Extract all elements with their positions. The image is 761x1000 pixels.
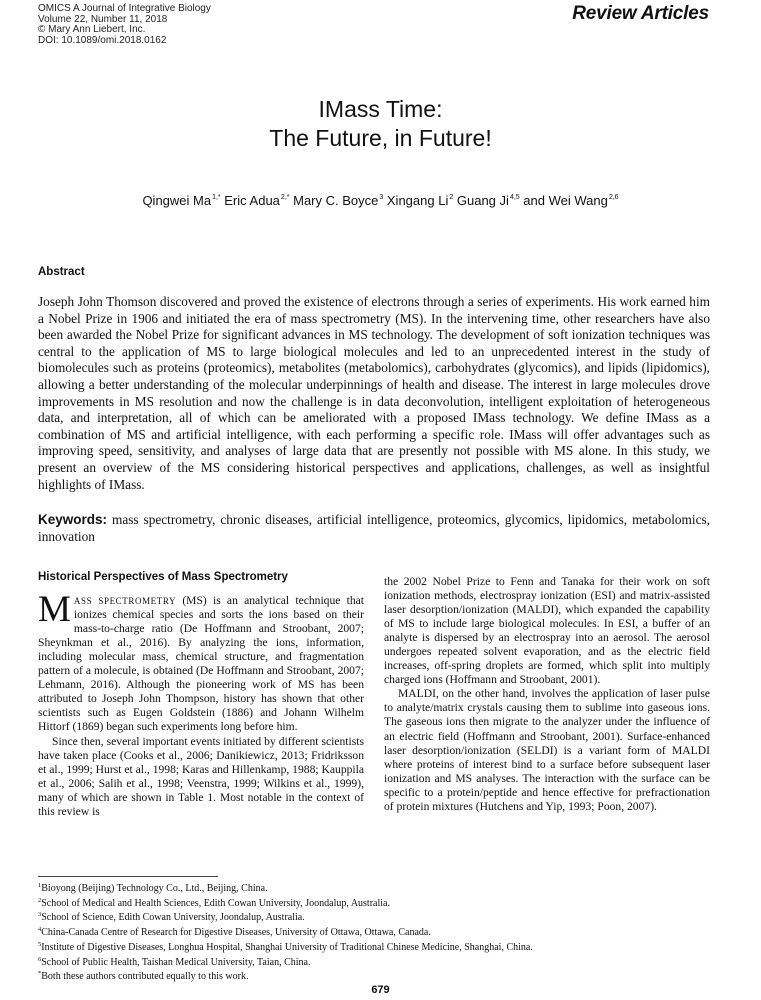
author-name: Guang Ji	[456, 193, 509, 208]
author	[387, 193, 453, 208]
author-affiliation-mark: 2,*	[280, 194, 290, 201]
affiliations-footnotes	[38, 880, 533, 983]
footnote-text: School of Medical and Health Sciences, Edith Cowan University, Joondalup, Australia.	[41, 897, 390, 909]
author-affiliation-mark: 2	[449, 194, 454, 201]
journal-doi: DOI: 10.1089/omi.2018.0162	[38, 34, 167, 46]
footnote	[38, 954, 533, 969]
author	[549, 193, 619, 208]
footnote	[38, 909, 533, 924]
footnote	[38, 895, 533, 910]
footnote	[38, 968, 533, 983]
paragraph-1-text: (MS) is an analytical technique that ionizes chemical species and sorts the ions based on their mass-to-charge ratio (De Hoffmann and Stroobant, 2007; Sheynkman et al., 2016). By analyzing the ions, information, including molecular mass, chemical structure, and fragmentation pattern of a molecule, is obtained (De Hoffmann and Stroobant, 2007; Lehmann, 2016). Although the pioneering work of MS has been attributed to Joseph John Thompson, history has shown that other scientists such as Eugen Goldstein (1886) and Johann Wilhelm Hittorf (1869) began such experiments long before him.	[38, 594, 365, 734]
author-name: Qingwei Ma	[142, 193, 212, 208]
drop-cap: M	[38, 589, 71, 631]
page-number: 679	[371, 984, 390, 996]
author-name: Mary C. Boyce	[293, 193, 379, 208]
paragraph-3: the 2002 Nobel Prize to Fenn and Tanaka for their work on soft ionization methods, electrospray ionization (ESI) and matrix-assisted laser desorption/ionization (MALDI), which expanded the capability of MS to include large biological molecules. In ESI, a buffer of an analyte is dispersed by an electrospray into an aerosol. The aerosol undergoes repeated solvent evaporation, and as the electric field increases, off-spring droplets are formed, which split into multiply charged ions (Hoffmann and Stroobant, 2001).	[384, 575, 710, 687]
section-label: Review Articles	[572, 3, 709, 24]
title-line-2: The Future, in Future!	[269, 125, 492, 151]
footnote-mark: 3	[38, 911, 42, 919]
footnote-text: China-Canada Centre of Research for Digestive Diseases, University of Ottawa, Ottawa, Canada.	[41, 927, 431, 939]
keywords	[38, 512, 710, 545]
author	[224, 193, 289, 208]
author-name: Eric Adua	[224, 193, 280, 208]
journal-name: OMICS A Journal of Integrative Biology	[38, 3, 211, 14]
footnote-mark: 5	[38, 940, 42, 948]
footnote	[38, 880, 533, 895]
author-name: Xingang Li	[386, 193, 449, 208]
journal-copyright: © Mary Ann Liebert, Inc.	[38, 24, 146, 35]
paragraph-4: MALDI, on the other hand, involves the application of laser pulse to analyte/matrix crystals causing them to sublime into gaseous ions. The gaseous ions then migrate to the analyzer under the influence of an electric field (Hoffmann and Stroobant, 2001). Surface-enhanced laser desorption/ionization (SELDI) is a variant form of MALDI where proteins of interest bind to a surface before subsequent laser ionization and MS analyses. The interaction with the surface can be specific to a protein/peptide and hence effective for prefractionation of protein mixtures (Hutchens and Yip, 1993; Poon, 2007).	[384, 687, 710, 813]
title-line-1: IMass Time:	[318, 96, 443, 122]
author	[142, 193, 220, 208]
footnote-text: Both these authors contributed equally to this work.	[41, 971, 249, 983]
footnote-mark: 1	[38, 882, 42, 889]
paragraph-1	[38, 589, 365, 734]
author-affiliation-mark: 3	[379, 194, 384, 201]
footnote	[38, 939, 533, 954]
footnote-text: School of Public Health, Taishan Medical University, Taian, China.	[41, 956, 311, 968]
paragraph-2: Since then, several important events initiated by different scientists have taken place (Cooks et al., 2006; Danikiewicz, 2013; Fridriksson et al., 1999; Hurst et al., 1998; Karas and Hillenkamp, 1988; Kauppila et al., 2006; Salih et al., 1998; Veenstra, 1999; Wilkins et al., 1999), many of which are shown in Table 1. Most notable in the context of this review is	[38, 734, 364, 818]
author-name: Wei Wang	[548, 193, 608, 208]
author	[457, 193, 520, 208]
keywords-text: mass spectrometry, chronic diseases, artificial intelligence, proteomics, glycomics, lipidomics, metabolomics, innovation	[38, 512, 710, 544]
footnote-mark: 2	[38, 896, 42, 904]
footnote-mark: *	[38, 970, 42, 978]
abstract-text: Joseph John Thomson discovered and proved the existence of electrons through a series of experiments. His work earned him a Nobel Prize in 1906 and initiated the era of mass spectrometry (MS). In the intervening time, other researchers have also been awarded the Nobel Prize for significant advances in MS technology. The development of soft ionization techniques was central to the application of MS to large biological molecules and led to an unprecedented interest in the study of biomolecules such as proteins (proteomics), metabolites (metabolomics), carbohydrates (glycomics), and lipids (lipidomics), allowing a better understanding of the molecular underpinnings of health and disease. The interest in large molecules drove improvements in MS resolution and now the challenge is in data deconvolution, intelligent exploitation of heterogeneous data, and interpretation, all of which can be ameliorated with a proposed IMass technology. We define IMass as a combination of MS and artificial intelligence, with each performing a specific role. IMass will offer advantages such as improving speed, sensitivity, and analyses of large data that are presently not possible with MS alone. In this study, we present an overview of the MS considering historical perspectives and applications, challenges, as well as insightful highlights of IMass.	[38, 294, 710, 492]
footnote-mark: 6	[38, 955, 42, 963]
author-affiliation-mark: 4,5	[509, 194, 520, 201]
section-heading: Historical Perspectives of Mass Spectrometry	[38, 571, 288, 583]
author-affiliation-mark: 1,*	[212, 194, 221, 201]
footnote-text: Institute of Digestive Diseases, Longhua Hospital, Shanghai University of Traditional Chinese Medicine, Shanghai, China.	[41, 941, 533, 953]
body-column-left	[38, 570, 364, 819]
author	[293, 193, 383, 208]
footnote	[38, 924, 533, 939]
journal-info	[38, 4, 211, 46]
footnote-mark: 4	[38, 926, 42, 934]
footnote-divider	[38, 876, 218, 877]
footnote-text: School of Science, Edith Cowan University, Joondalup, Australia.	[41, 912, 305, 924]
small-caps-lead: ASS SPECTROMETRY	[73, 596, 177, 607]
keywords-label: Keywords:	[38, 512, 108, 527]
footnote-text: Bioyong (Beijing) Technology Co., Ltd., Beijing, China.	[41, 883, 268, 894]
article-title	[0, 95, 761, 153]
author-affiliation-mark: 2,6	[608, 194, 619, 201]
author-list	[0, 193, 761, 208]
body-column-right	[384, 575, 710, 814]
journal-volume: Volume 22, Number 11, 2018	[38, 13, 168, 25]
author-separator: and	[519, 193, 549, 208]
abstract-heading: Abstract	[38, 266, 85, 278]
